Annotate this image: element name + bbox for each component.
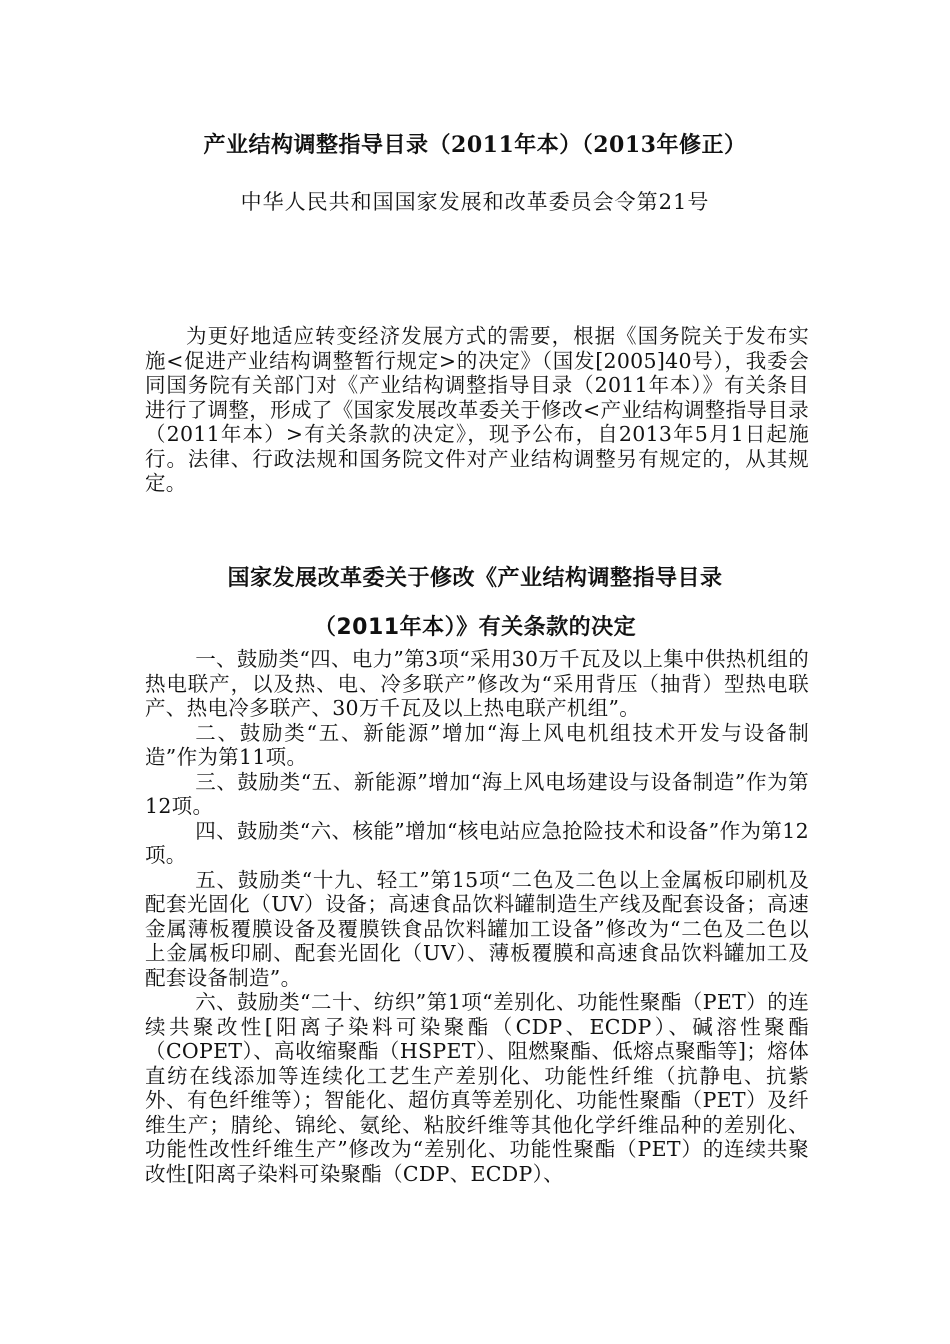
decision-title-line-2: （2011年本）》有关条款的决定 (313, 615, 637, 640)
decision-item-3: 三、鼓励类“五、新能源”增加“海上风电场建设与设备制造”作为第12项。 (145, 769, 809, 818)
decision-item-1: 一、鼓励类“四、电力”第3项“采用30万千瓦及以上集中供热机组的热电联产，以及热、电、冷多联产”修改为“采用背压（抽背）型热电联产、热电冷多联产、30万千瓦及以上热电联产机组”。 (145, 647, 809, 720)
decision-item-2: 二、鼓励类“五、新能源”增加“海上风电机组技术开发与设备制造”作为第11项。 (145, 720, 809, 769)
decision-item-6: 六、鼓励类“二十、纺织”第1项“差别化、功能性聚酯（PET）的连续共聚改性[阳离子染料可染聚酯（CDP、ECDP）、碱溶性聚酯（COPET）、高收缩聚酯（HSPET）、阻燃聚酯、低熔点聚酯等]；熔体直纺在线添加等连续化工艺生产差别化、功能性纤维（抗静电、抗紫外、有色纤维等）；智能化、超仿真等差别化、功能性聚酯（PET）及纤维生产；腈纶、锦纶、氨纶、粘胶纤维等其他化学纤维品种的差别化、功能性改性纤维生产”修改为“差别化、功能性聚酯（PET）的连续共聚改性[阳离子染料可染聚酯（CDP、ECDP）、 (145, 990, 809, 1186)
decision-item-4: 四、鼓励类“六、核能”增加“核电站应急抢险技术和设备”作为第12项。 (145, 818, 809, 867)
document-title: 产业结构调整指导目录（2011年本）（2013年修正） (203, 132, 747, 158)
intro-paragraph: 为更好地适应转变经济发展方式的需要，根据《国务院关于发布实施<促进产业结构调整暂行规定>的决定》（国发[2005]40号），我委会同国务院有关部门对《产业结构调整指导目录（2011年本）》有关条目进行了调整，形成了《国家发展改革委关于修改<产业结构调整指导目录（2011年本）>有关条款的决定》，现予公布，自2013年5月1日起施行。法律、行政法规和国务院文件对产业结构调整另有规定的，从其规定。 (145, 324, 809, 495)
decision-item-5: 五、鼓励类“十九、轻工”第15项“二色及二色以上金属板印刷机及配套光固化（UV）设备；高速食品饮料罐制造生产线及配套设备；高速金属薄板覆膜设备及覆膜铁食品饮料罐加工设备”修改为“二色及二色以上金属板印刷、配套光固化（UV）、薄板覆膜和高速食品饮料罐加工及配套设备制造”。 (145, 867, 809, 990)
decree-number: 中华人民共和国国家发展和改革委员会令第21号 (240, 190, 710, 214)
decision-title-line-1: 国家发展改革委关于修改《产业结构调整指导目录 (227, 566, 723, 591)
decision-items (145, 647, 809, 1186)
